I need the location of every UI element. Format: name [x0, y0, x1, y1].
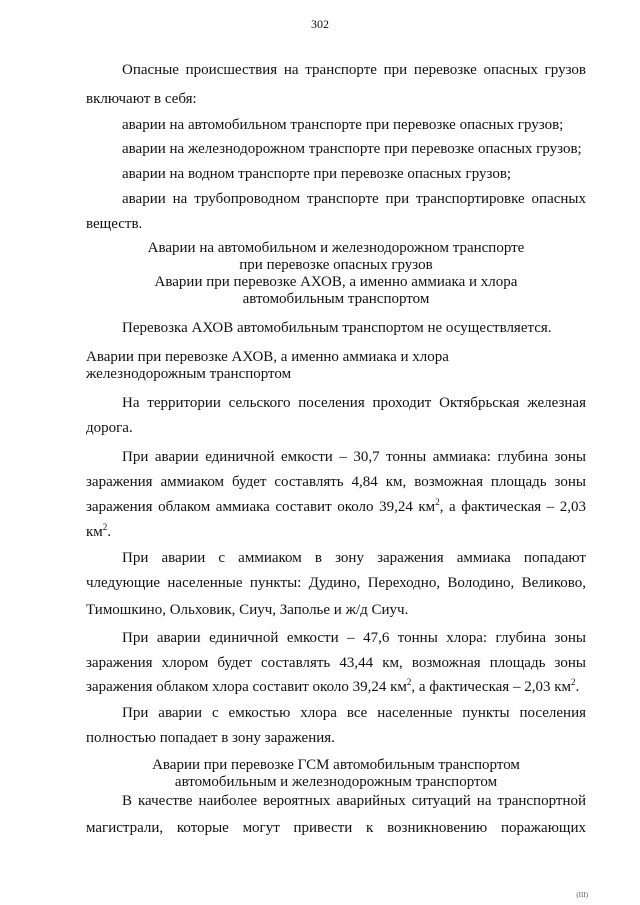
list-item: аварии на автомобильном транспорте при перевозке опасных грузов;	[122, 117, 564, 133]
paragraph-line: $км^2$.	[86, 522, 112, 540]
paragraph-line: При аварии единичной емкости – 30,7 тонны аммиака: глубина зоны	[122, 449, 586, 465]
section-heading: Аварии при перевозке ГСМ автомобильным транспортом	[152, 757, 520, 773]
subsection-heading: Аварии при перевозке АХОВ, а именно аммиака и хлора	[86, 349, 449, 365]
section-heading: Аварии на автомобильном и железнодорожном транспорте	[147, 240, 525, 256]
paragraph-line: чледующие населенные пункты: Дудино, Переходно, Володино, Великово,	[86, 575, 586, 591]
paragraph-line: заражения облаком хлора составит около 39,24 $км^2$, а фактическая – 2,03 $км^2$.	[86, 677, 580, 695]
paragraph-line: При аварии единичной емкости – 47,6 тонны хлора: глубина зоны	[122, 630, 586, 646]
paragraph-line: заражения аммиаком будет составлять 4,84 км, возможная площадь зоны	[86, 474, 586, 490]
corner-mark: (III)	[576, 891, 588, 899]
paragraph-line: При аварии с аммиаком в зону заражения аммиака попадают	[122, 550, 586, 566]
paragraph-line: В качестве наиболее вероятных аварийных ситуаций на транспортной	[122, 793, 586, 809]
paragraph-line: заражения облаком аммиака составит около 39,24 $км^2$, а фактическая – 2,03	[86, 497, 587, 515]
list-item: аварии на железнодорожном транспорте при перевозке опасных грузов;	[122, 141, 582, 157]
section-heading: автомобильным и железнодорожным транспортом	[174, 774, 498, 790]
paragraph-line: Перевозка АХОВ автомобильным транспортом не осуществляется.	[122, 320, 552, 336]
paragraph-line: На территории сельского поселения проходит Октябрьская железная	[122, 395, 586, 411]
list-item-tail: веществ.	[86, 216, 143, 232]
page-number: 302	[311, 17, 329, 31]
paragraph-line: Тимошкино, Ольховик, Сиуч, Заполье и ж/д Сиуч.	[86, 602, 409, 618]
paragraph-line: Опасные происшествия на транспорте при перевозке опасных грузов	[122, 62, 586, 78]
list-item: аварии на водном транспорте при перевозке опасных грузов;	[122, 166, 512, 182]
paragraph-line: полностью попадает в зону заражения.	[86, 730, 335, 746]
paragraph-line: дорога.	[86, 420, 133, 436]
paragraph-line: При аварии с емкостью хлора все населенные пункты поселения	[122, 705, 586, 721]
paragraph-line: включают в себя:	[86, 91, 197, 107]
subsection-heading: Аварии при перевозке АХОВ, а именно аммиака и хлора	[154, 274, 518, 290]
subsection-heading: автомобильным транспортом	[242, 291, 430, 307]
section-heading: при перевозке опасных грузов	[239, 257, 433, 273]
paragraph-line: заражения хлором будет составлять 43,44 км, возможная площадь зоны	[86, 655, 586, 671]
paragraph-line: магистрали, которые могут привести к возникновению поражающих	[86, 820, 586, 836]
subsection-heading: железнодорожным транспортом	[86, 366, 292, 382]
list-item: аварии на трубопроводном транспорте при транспортировке опасных	[122, 191, 586, 207]
